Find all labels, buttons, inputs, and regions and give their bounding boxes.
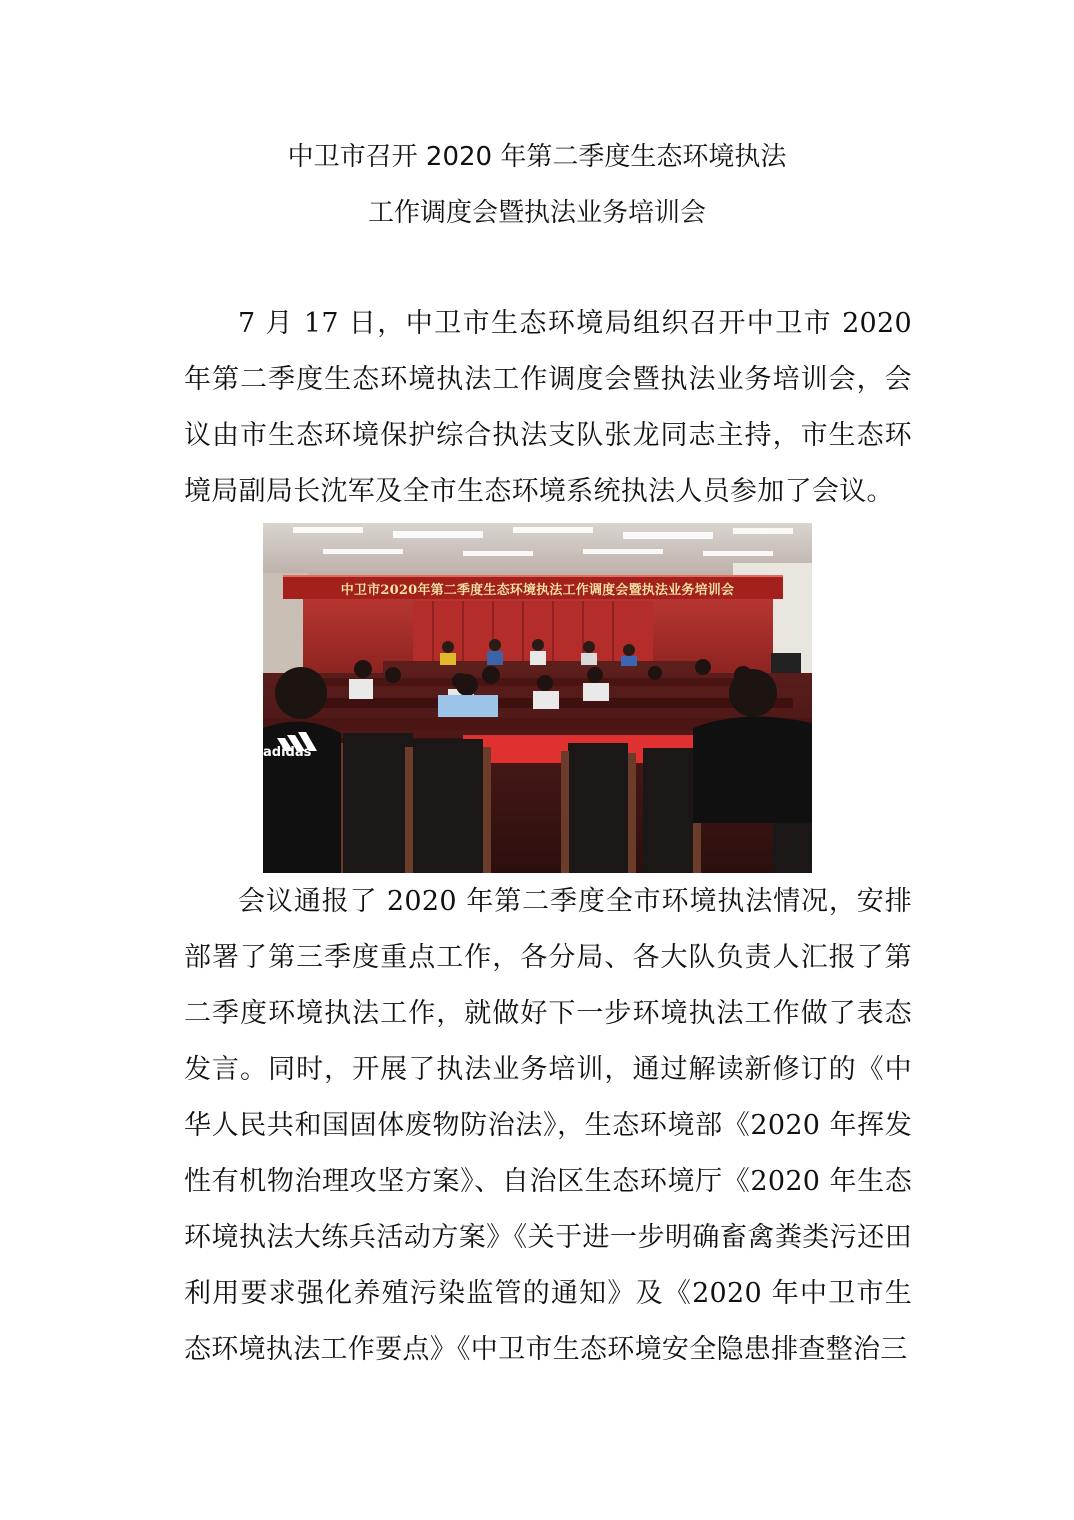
body-paragraph-1: 7 月 17 日，中卫市生态环境局组织召开中卫市 2020 年第二季度生态环境执法工作调度会暨执法业务培训会，会议由市生态环境保护综合执法支队张龙同志主持，市生态环境局副局长沈军及全市生态环境系统执法人员参加了会议。 xyxy=(184,308,912,507)
photo-banner-text: 中卫市2020年第二季度生态环境执法工作调度会暨执法业务培训会 xyxy=(340,583,735,598)
meeting-photo xyxy=(263,523,812,873)
photo-shirt-logo-text: adidas xyxy=(263,745,312,760)
body-paragraph-2: 会议通报了 2020 年第二季度全市环境执法情况，安排部署了第三季度重点工作，各分局、各大队负责人汇报了第二季度环境执法工作，就做好下一步环境执法工作做了表态发言。同时，开展了执法业务培训，通过解读新修订的《中华人民共和国固体废物防治法》，生态环境部《2020 年挥发性有机物治理攻坚方案》、自治区生态环境厅《2020 年生态环境执法大练兵活动方案》《关于进一步明确畜禽粪类污还田利用要求强化养殖污染监管的通知》及《2020 年中卫市生态环境执法工作要点》《中卫市生态环境安全隐患排查整治三 xyxy=(184,886,912,1365)
meeting-photo-drawing xyxy=(263,523,812,873)
document-title-line-2: 工作调度会暨执法业务培训会 xyxy=(367,198,706,228)
document-title-line-1: 中卫市召开 2020 年第二季度生态环境执法 xyxy=(287,142,787,172)
